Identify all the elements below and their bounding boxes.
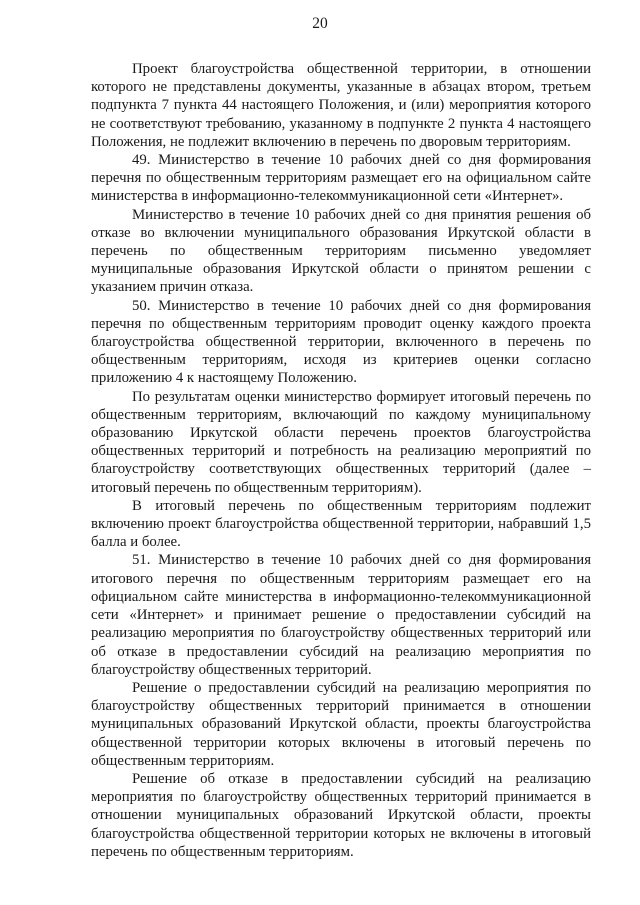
paragraph-5: По результатам оценки министерство формирует итоговый перечень по общественным территориям, включающий по каждому муниципальному образованию Иркутской области перечень проектов благоустройства общественных территорий и потребность на реализацию мероприятий по благоустройству соответствующих общественных территорий (далее – итоговый перечень по общественным территориям). <box>91 388 591 496</box>
paragraph-9: Решение об отказе в предоставлении субсидий на реализацию мероприятия по благоустройству общественных территорий принимается в отношении муниципальных образований Иркутской области, проекты благоустройства общественной территории которых не включены в итоговый перечень по общественным территориям. <box>91 770 591 860</box>
paragraph-7: 51. Министерство в течение 10 рабочих дней со дня формирования итогового перечня по общественным территориям размещает его на официальном сайте министерства в информационно-телекоммуникационной сети «Интернет» и принимает решение о предоставлении субсидий на реализацию мероприятия по благоустройству общественных территорий или об отказе в предоставлении субсидий на реализацию мероприятия по благоустройству общественных территорий. <box>91 552 591 678</box>
paragraph-8: Решение о предоставлении субсидий на реализацию мероприятия по благоустройству общественных территорий принимается в отношении муниципальных образований Иркутской области, проекты благоустройства общественной территории которых включены в итоговый перечень по общественным территориям. <box>91 679 591 769</box>
document-body <box>91 60 591 861</box>
paragraph-2: 49. Министерство в течение 10 рабочих дней со дня формирования перечня по общественным территориям размещает его на официальном сайте министерства в информационно-телекоммуникационной сети «Интернет». <box>91 152 591 205</box>
paragraph-1: Проект благоустройства общественной территории, в отношении которого не представлены документы, указанные в абзацах втором, третьем подпункта 7 пункта 44 настоящего Положения, и (или) мероприятия которого не соответствуют требованию, указанному в подпункте 2 пункта 4 настоящего Положения, не подлежит включению в перечень по дворовым территориям. <box>91 61 591 150</box>
paragraph-3: Министерство в течение 10 рабочих дней со дня принятия решения об отказе во включении муниципального образования Иркутской области в перечень по общественным территориям письменно уведомляет муниципальные образования Иркутской области о принятом решении с указанием причин отказа. <box>91 206 591 296</box>
paragraph-6: В итоговый перечень по общественным территориям подлежит включению проект благоустройства общественной территории, набравший 1,5 балла и более. <box>91 497 591 551</box>
paragraph-4: 50. Министерство в течение 10 рабочих дней со дня формирования перечня по общественным территориям проводит оценку каждого проекта благоустройства общественной территории, включенного в перечень по общественным территориям, исходя из критериев оценки согласно приложению 4 к настоящему Положению. <box>91 297 591 387</box>
page-number: 20 <box>312 15 328 32</box>
